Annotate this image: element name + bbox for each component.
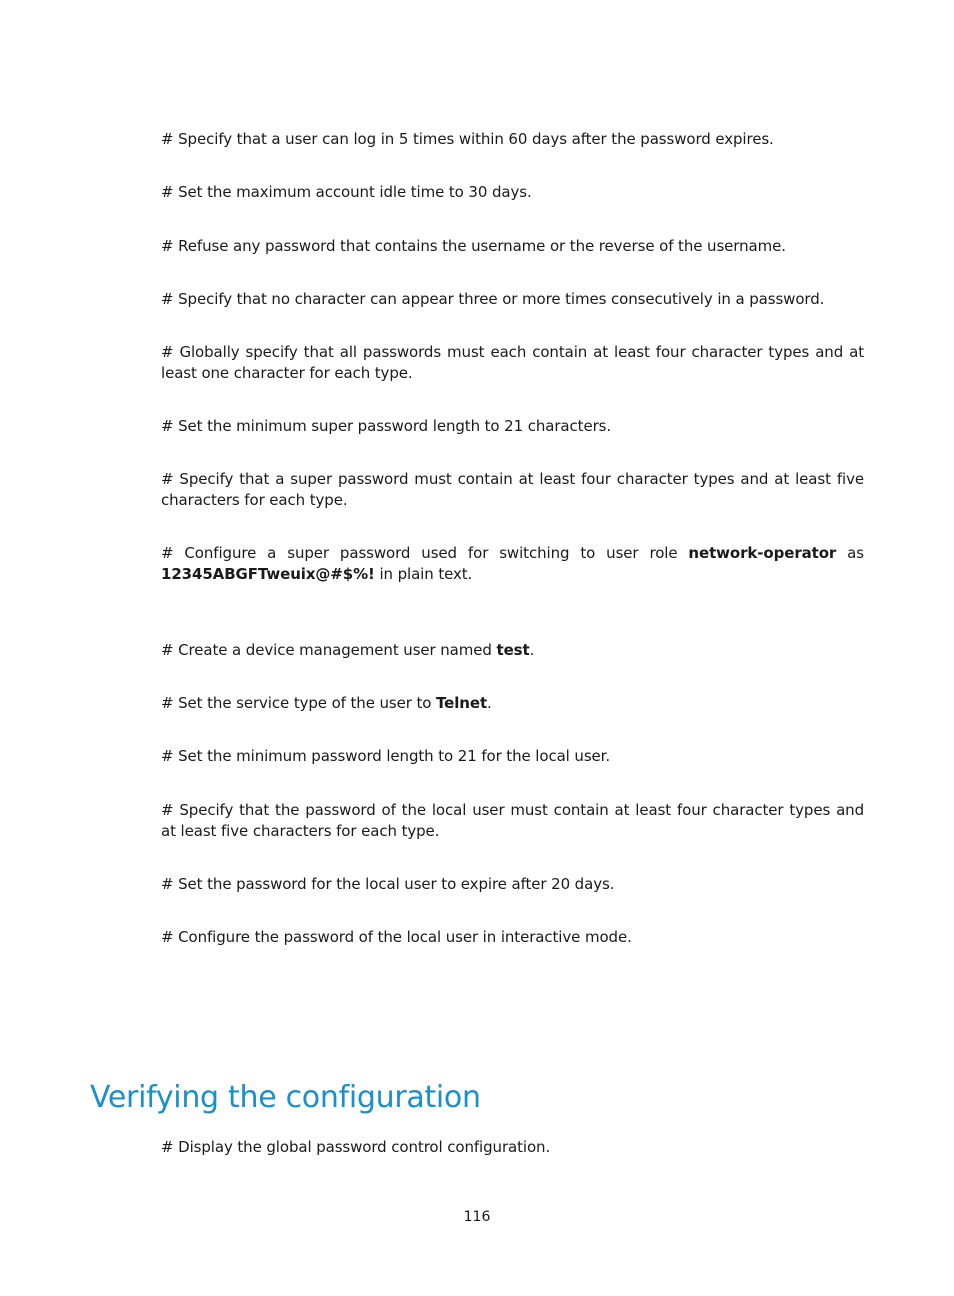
username-value: test xyxy=(496,641,530,659)
step-text: # Set the service type of the user to xyxy=(161,694,437,712)
step-text: # Create a device management user named xyxy=(161,641,497,659)
service-type-value: Telnet xyxy=(436,694,488,712)
user-role-name: network-operator xyxy=(688,544,837,562)
step-global-composition: # Globally specify that all passwords must each contain at least four character types and at least one character for each type. xyxy=(161,343,864,382)
step-create-user xyxy=(161,640,864,661)
step-text: # Configure a super password used for switching to user role xyxy=(161,544,689,562)
step-password-expiry: # Set the password for the local user to expire after 20 days. xyxy=(161,875,615,893)
step-account-idle-time: # Set the maximum account idle time to 30 days. xyxy=(161,183,532,201)
step-text: . xyxy=(529,641,535,659)
step-local-password-length: # Set the minimum password length to 21 for the local user. xyxy=(161,747,611,765)
page-number: 116 xyxy=(463,1209,491,1225)
step-text: . xyxy=(487,694,492,712)
step-local-password-composition: # Specify that the password of the local user must contain at least four character types and at least five characters for each type. xyxy=(161,801,864,840)
step-refuse-username-password: # Refuse any password that contains the username or the reverse of the username. xyxy=(161,237,786,255)
step-super-password-composition: # Specify that a super password must contain at least four character types and at least five characters for each type. xyxy=(161,470,864,509)
step-login-after-expiry: # Specify that a user can log in 5 times within 60 days after the password expires. xyxy=(161,130,774,148)
step-super-password-length: # Set the minimum super password length to 21 characters. xyxy=(161,417,612,435)
step-interactive-password: # Configure the password of the local user in interactive mode. xyxy=(161,928,632,946)
step-configure-super-password xyxy=(161,543,864,585)
step-service-type xyxy=(161,693,864,714)
step-text: as xyxy=(836,544,864,562)
super-password-value: 12345ABGFTweuix@#$%! xyxy=(161,565,375,583)
section-heading: Verifying the configuration xyxy=(90,1080,481,1115)
step-display-configuration: # Display the global password control configuration. xyxy=(161,1138,551,1156)
step-text: in plain text. xyxy=(374,565,473,583)
step-no-repeated-characters: # Specify that no character can appear three or more times consecutively in a password. xyxy=(161,290,825,308)
